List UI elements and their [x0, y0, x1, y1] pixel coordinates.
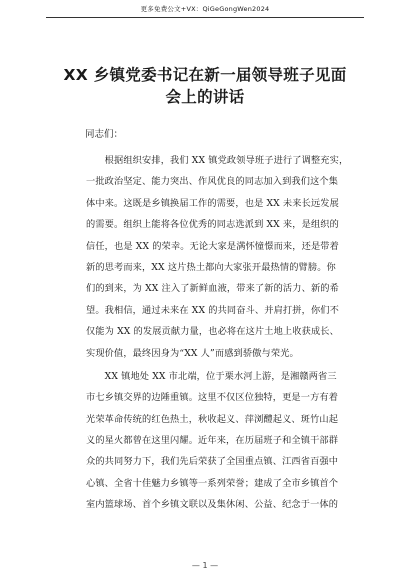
header-divider — [46, 17, 364, 18]
body-line: 体中来。这既是乡镇换届工作的需要，也是 XX 未来长远发展 — [86, 197, 339, 209]
page-header-note: 更多免费公文+VX：QiGeGongWen2024 — [140, 5, 270, 13]
body-line: 们的到来，为 XX 注入了新鲜血液，带来了新的活力、新的希 — [86, 283, 339, 295]
body-line: 众的共同努力下，我们先后荣获了全国重点镇、江西省百强中 — [86, 456, 339, 468]
page-number: — 1 — — [191, 561, 219, 570]
paragraph-1 — [86, 150, 356, 364]
paragraph-2 — [86, 366, 356, 516]
body-line: 室内篮球场、首个乡镇文联以及集休闲、公益、纪念于一体的 — [86, 499, 339, 511]
body-line: 信任，也是 XX 的荣幸。无论大家是满怀憧憬而来，还是带着 — [86, 240, 339, 252]
document-title — [40, 64, 370, 108]
body-line: 心镇、全省十佳魅力乡镇等一系列荣誉；建成了全市乡镇首个 — [86, 477, 339, 489]
title-line-2: 会上的讲话 — [165, 88, 245, 106]
body-line: 实现价值，最终因身为“XX 人”而感到骄傲与荣光。 — [86, 347, 299, 359]
body-line: 的需要。组织上能将各位优秀的同志选派到 XX 来，是组织的 — [86, 219, 339, 231]
body-line: XX 镇地处 XX 市北端，位于栗水河上游，是湘赣两省三 — [86, 370, 337, 382]
document-body — [86, 150, 356, 516]
title-line-1: XX 乡镇党委书记在新一届领导班子见面 — [63, 66, 347, 84]
body-line: 一批政治坚定、能力突出、作风优良的同志加入到我们这个集 — [86, 176, 339, 188]
body-line: 市七乡镇交界的边陲重镇。这里不仅区位独特，更是一方有着 — [86, 392, 339, 404]
body-line: 光荣革命传统的红色热土，秋收起义、萍浏醴起义、斑竹山起 — [86, 413, 339, 425]
salutation: 同志们： — [85, 129, 124, 140]
body-line: 根据组织安排，我们 XX 镇党政领导班子进行了调整充实， — [86, 155, 349, 166]
body-line: 仅能为 XX 的发展贡献力量，也必将在这片土地上收获成长、 — [86, 326, 339, 338]
body-line: 望。我相信，通过未来在 XX 的共同奋斗、并肩打拼，你们不 — [86, 304, 339, 316]
body-line: 义的星火都曾在这里闪耀。近年来，在历届班子和全镇干部群 — [86, 435, 339, 447]
body-line: 新的思考而来，XX 这片热土都向大家张开最热情的臂膀。你 — [86, 261, 336, 273]
